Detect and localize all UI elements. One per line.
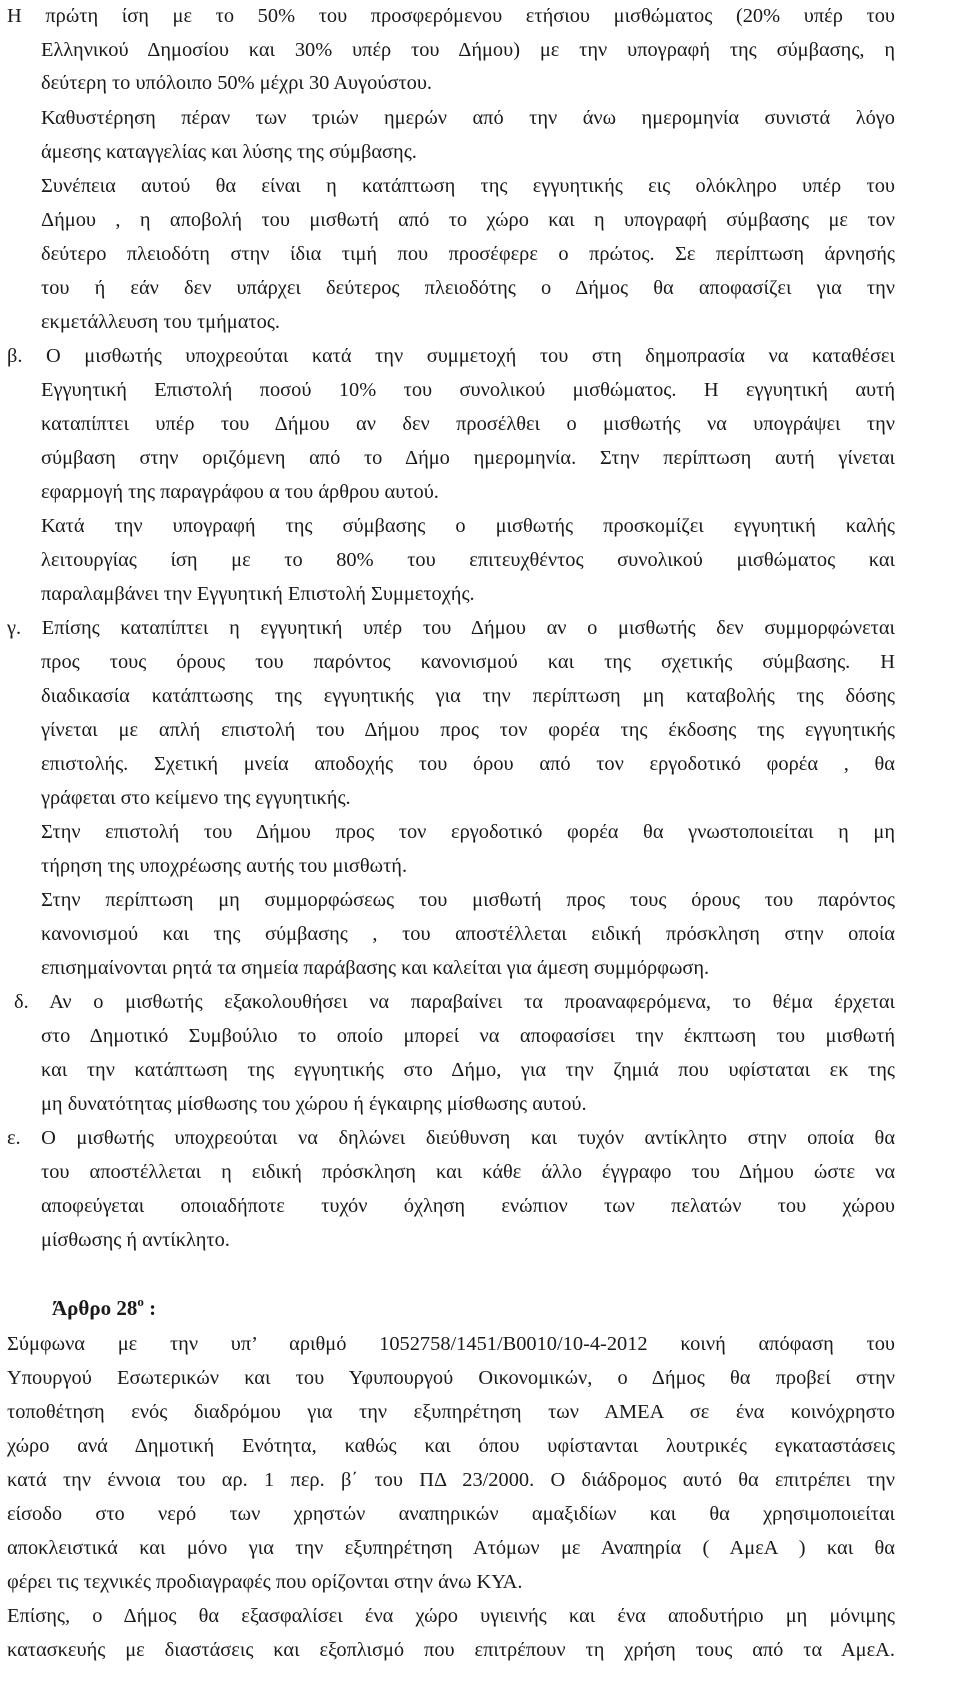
paragraph-line: είσοδο στο νερό των χρηστών αναπηρικών αμαξιδίων και θα χρησιμοποιείται (7, 1504, 895, 1525)
paragraph-line: εκμετάλλευση του τμήματος. (41, 311, 280, 333)
paragraph-line: επισημαίνονται ρητά τα σημεία παράβασης και καλείται για άμεση συμμόρφωση. (41, 957, 710, 979)
paragraph-line: κατά την έννοια του αρ. 1 περ. β΄ του ΠΔ 23/2000. Ο διάδρομος αυτό θα επιτρέπει την (7, 1470, 895, 1491)
paragraph-line: δεύτερη το υπόλοιπο 50% μέχρι 30 Αυγούστου. (41, 72, 433, 94)
paragraph-line: Η πρώτη ίση με το 50% του προσφερόμενου ετήσιου μισθώματος (20% υπέρ του (7, 6, 895, 27)
paragraph-line: αποφεύγεται οποιαδήποτε τυχόν όχληση ενώπιον των πελατών του χώρου (41, 1196, 895, 1217)
paragraph-line: ε. Ο μισθωτής υποχρεούται να δηλώνει διεύθυνση και τυχόν αντίκλητο στην οποία θα (7, 1128, 895, 1149)
paragraph-line: τοποθέτηση ενός διαδρόμου για την εξυπηρέτηση των ΑΜΕΑ σε ένα κοινόχρηστο (7, 1402, 895, 1423)
paragraph-line: Επίσης, ο Δήμος θα εξασφαλίσει ένα χώρο υγιεινής και ένα αποδυτήριο μη μόνιμης (7, 1606, 895, 1627)
paragraph-line: δ. Αν ο μισθωτής εξακολουθήσει να παραβαίνει τα προαναφερόμενα, το θέμα έρχεται (14, 992, 895, 1013)
paragraph-line: του ή εάν δεν υπάρχει δεύτερος πλειοδότης ο Δήμος θα αποφασίζει για την (41, 278, 895, 299)
paragraph-line: κατασκευής με διαστάσεις και εξοπλισμό που επιτρέπουν τη χρήση τους από τα ΑμεΑ. (7, 1640, 895, 1661)
paragraph-line: Κατά την υπογραφή της σύμβασης ο μισθωτής προσκομίζει εγγυητική καλής (41, 516, 895, 537)
paragraph-line: άμεσης καταγγελίας και λύσης της σύμβασης. (41, 141, 417, 163)
article-heading-suffix: : (143, 1296, 157, 1320)
paragraph-line: καταπίπτει υπέρ του Δήμου αν δεν προσέλθει ο μισθωτής να υπογράψει την (41, 414, 895, 435)
article-heading (52, 1295, 156, 1319)
paragraph-line: Σύμφωνα με την υπ’ αριθμό 1052758/1451/Β0010/10-4-2012 κοινή απόφαση του (7, 1334, 895, 1355)
paragraph-line: και την κατάπτωση της εγγυητικής στο Δήμο, για την ζημιά που υφίσταται εκ της (41, 1060, 895, 1081)
paragraph-line: Δήμου , η αποβολή του μισθωτή από το χώρο και η υπογραφή σύμβασης με τον (41, 210, 895, 231)
paragraph-line: στο Δημοτικό Συμβούλιο το οποίο μπορεί να αποφασίσει την έκπτωση του μισθωτή (41, 1026, 895, 1047)
paragraph-line: παραλαμβάνει την Εγγυητική Επιστολή Συμμετοχής. (41, 583, 475, 605)
paragraph-line: φέρει τις τεχνικές προδιαγραφές που ορίζονται στην άνω ΚΥΑ. (7, 1571, 523, 1593)
paragraph-line: Υπουργού Εσωτερικών και του Υφυπουργού Οικονομικών, ο Δήμος θα προβεί στην (7, 1368, 895, 1389)
paragraph-line: εφαρμογή της παραγράφου α του άρθρου αυτού. (41, 481, 439, 503)
paragraph-line: γράφεται στο κείμενο της εγγυητικής. (41, 787, 351, 809)
paragraph-line: γίνεται με απλή επιστολή του Δήμου προς τον φορέα της έκδοσης της εγγυητικής (41, 720, 895, 741)
paragraph-line: γ. Επίσης καταπίπτει η εγγυητική υπέρ του Δήμου αν ο μισθωτής δεν συμμορφώνεται (7, 618, 895, 639)
paragraph-line: Εγγυητική Επιστολή ποσού 10% του συνολικού μισθώματος. Η εγγυητική αυτή (41, 380, 895, 401)
paragraph-line: λειτουργίας ίση με το 80% του επιτευχθέντος συνολικού μισθώματος και (41, 550, 895, 571)
paragraph-line: τήρηση της υποχρέωσης αυτής του μισθωτή. (41, 855, 408, 877)
paragraph-line: Στην περίπτωση μη συμμορφώσεως του μισθωτή προς τους όρους του παρόντος (41, 890, 895, 911)
paragraph-line: κανονισμού και της σύμβασης , του αποστέλλεται ειδική πρόσκληση στην οποία (41, 924, 895, 945)
paragraph-line: χώρο ανά Δημοτική Ενότητα, καθώς και όπου υφίστανται λουτρικές εγκαταστάσεις (7, 1436, 895, 1457)
paragraph-line: του αποστέλλεται η ειδική πρόσκληση και κάθε άλλο έγγραφο του Δήμου ώστε να (41, 1162, 895, 1183)
paragraph-line: αποκλειστικά και μόνο για την εξυπηρέτηση Ατόμων με Αναπηρία ( ΑμεΑ ) και θα (7, 1538, 895, 1559)
paragraph-line: διαδικασία κατάπτωσης της εγγυητικής για την περίπτωση μη καταβολής της δόσης (41, 686, 895, 707)
paragraph-line: Συνέπεια αυτού θα είναι η κατάπτωση της εγγυητικής εις ολόκληρο υπέρ του (41, 176, 895, 197)
paragraph-line: Ελληνικού Δημοσίου και 30% υπέρ του Δήμου) με την υπογραφή της σύμβασης, η (41, 40, 895, 61)
paragraph-line: σύμβαση στην οριζόμενη από το Δήμο ημερομηνία. Στην περίπτωση αυτή γίνεται (41, 448, 895, 469)
article-heading-label: Άρθρο 28 (52, 1296, 138, 1320)
paragraph-line: προς τους όρους του παρόντος κανονισμού και της σχετικής σύμβασης. Η (41, 652, 895, 673)
article-heading-superscript: ο (137, 1294, 144, 1309)
paragraph-line: επιστολής. Σχετική μνεία αποδοχής του όρου από τον εργοδοτικό φορέα , θα (41, 754, 895, 775)
paragraph-line: μίσθωσης ή αντίκλητο. (41, 1229, 230, 1251)
paragraph-line: Στην επιστολή του Δήμου προς τον εργοδοτικό φορέα θα γνωστοποιείται η μη (41, 822, 895, 843)
paragraph-line: μη δυνατότητας μίσθωσης του χώρου ή έγκαιρης μίσθωσης αυτού. (41, 1093, 587, 1115)
paragraph-line: Καθυστέρηση πέραν των τριών ημερών από την άνω ημερομηνία συνιστά λόγο (41, 108, 895, 129)
paragraph-line: δεύτερο πλειοδότη στην ίδια τιμή που προσέφερε ο πρώτος. Σε περίπτωση άρνησής (41, 244, 895, 265)
paragraph-line: β. Ο μισθωτής υποχρεούται κατά την συμμετοχή του στη δημοπρασία να καταθέσει (7, 346, 895, 367)
